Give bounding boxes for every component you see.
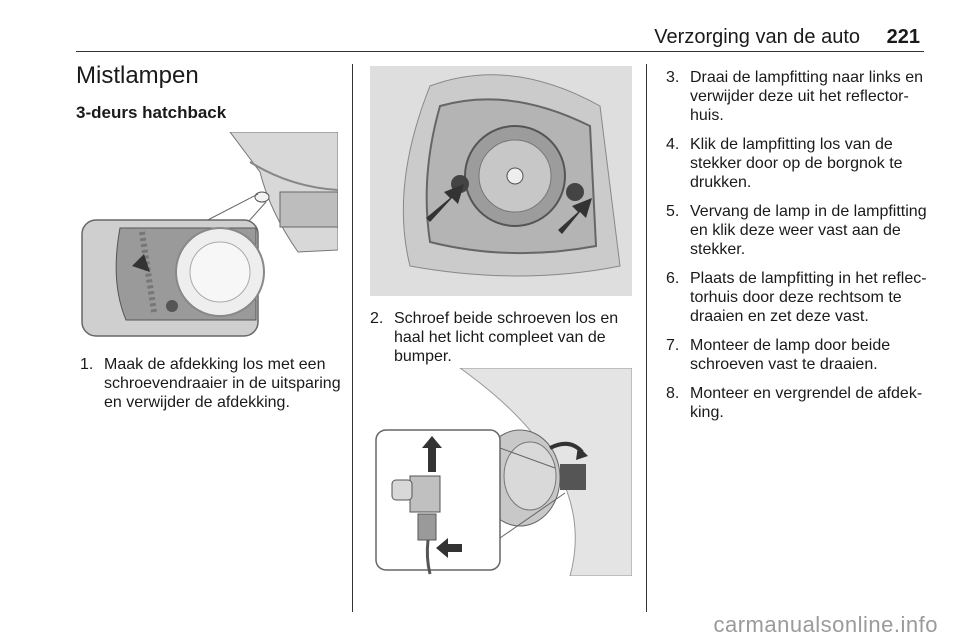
list-item: 3. Draai de lampfitting naar links en verwijder deze uit het reflectorhuis. [666, 69, 924, 124]
chapter-title: Verzorging van de auto [654, 26, 860, 48]
steps-column-3 [666, 68, 928, 432]
column-divider-2 [646, 64, 647, 612]
section-title: Mistlampen [76, 62, 199, 89]
list-item: 1. Maak de afdekking los met een schroevendraaier in de uitsparing en verwijder de afdekking. [80, 356, 341, 411]
list-item: 4. Klik de lampfitting los van de stekker door op de borgnok te drukken. [666, 136, 903, 191]
list-item: 6. Plaats de lampfitting in het reflectorhuis door deze rechtsom te draaien en zet deze vast. [666, 270, 927, 325]
list-item: 7. Monteer de lamp door beide schroeven vast te draaien. [666, 337, 891, 373]
figure-lamp-fitting [370, 368, 632, 576]
column-divider-1 [352, 64, 353, 612]
page-header [76, 26, 924, 50]
list-item: 2. Schroef beide schroeven los en haal het licht compleet van de bumper. [370, 310, 619, 365]
page-number: 221 [886, 26, 920, 48]
steps-column-1 [80, 355, 344, 422]
list-item: 5. Vervang de lamp in de lampfitting en klik deze weer vast aan de stekker. [666, 203, 927, 258]
figure-fog-lamp-screws [370, 66, 632, 296]
steps-column-2 [370, 309, 640, 376]
watermark: carmanualsonline.info [713, 612, 938, 637]
header-rule [76, 51, 924, 52]
figure-fog-lamp-cover [80, 132, 338, 338]
list-item: 8. Monteer en vergrendel de afdekking. [666, 385, 923, 421]
section-subtitle: 3-deurs hatchback [76, 103, 227, 122]
